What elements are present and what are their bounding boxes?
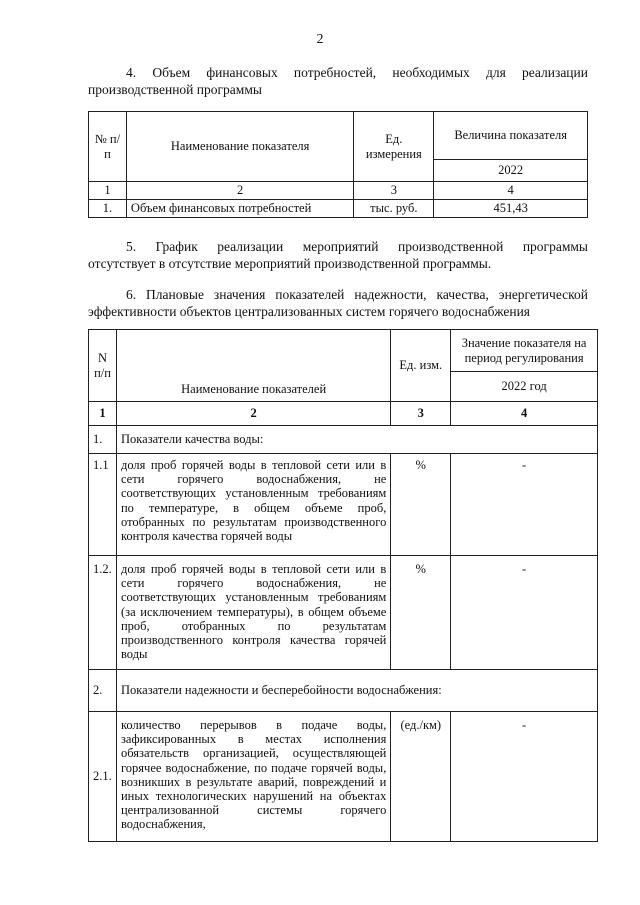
header-unit: Ед. измерения: [354, 112, 434, 182]
row-name: доля проб горячей воды в тепловой сети или в сети горячего водоснабжения, не соответствующих установленным требованиям (за исключением температуры), в общем объеме проб, отобранных по результатам производственного контроля качества горячей воды: [116, 556, 390, 670]
group-num: 2.: [89, 670, 117, 712]
row-value: -: [451, 712, 598, 842]
row-value: 451,43: [434, 200, 588, 218]
header-unit: Ед. изм.: [391, 330, 451, 402]
group-title: Показатели качества воды:: [116, 426, 597, 454]
header-year: 2022 год: [451, 372, 598, 402]
index-cell: 4: [434, 182, 588, 200]
index-cell: 1: [89, 402, 117, 426]
row-unit: тыс. руб.: [354, 200, 434, 218]
row-num: 1.: [89, 200, 127, 218]
header-value: Величина показателя: [434, 112, 588, 160]
header-name: Наименование показателей: [116, 330, 390, 402]
header-year: 2022: [434, 160, 588, 182]
page-number: 2: [316, 32, 324, 47]
index-cell: 4: [451, 402, 598, 426]
index-cell: 2: [116, 402, 390, 426]
row-name: доля проб горячей воды в тепловой сети или в сети горячего водоснабжения, не соответствующих установленным требованиям по температуре, в общем объеме проб, отобранных по результатам производственного контроля качества горячей воды: [116, 454, 390, 556]
group-title: Показатели надежности и бесперебойности водоснабжения:: [116, 670, 597, 712]
header-num: № п/п: [89, 112, 127, 182]
row-name: Объем финансовых потребностей: [126, 200, 353, 218]
section-4-heading: [88, 64, 588, 98]
section-6-line1: 6. Плановые значения показателей надежности, качества, энергетической: [126, 287, 588, 302]
row-num: 2.1.: [89, 712, 117, 842]
financial-needs-table: [88, 111, 588, 218]
row-unit: %: [391, 556, 451, 670]
header-num: N п/п: [89, 330, 117, 402]
row-num: 1.1: [89, 454, 117, 556]
section-5-line2: отсутствует в отсутствие мероприятий производственной программы.: [88, 256, 492, 271]
section-4-heading-line2: производственной программы: [88, 82, 262, 97]
index-cell: 1: [89, 182, 127, 200]
group-num: 1.: [89, 426, 117, 454]
row-name: количество перерывов в подаче воды, зафиксированных в местах исполнения обязательств организацией, осуществляющей горячее водоснабжение, по подаче горячей воды, возникших в результате аварий, повреждений и иных технологических нарушений на объектах централизованной системы горячего водоснабжения,: [116, 712, 390, 842]
row-num: 1.2.: [89, 556, 117, 670]
row-unit: %: [391, 454, 451, 556]
section-5-text: [88, 238, 588, 272]
indicators-table: [88, 329, 598, 842]
row-unit: (ед./км): [391, 712, 451, 842]
index-cell: 3: [391, 402, 451, 426]
section-6-heading: [88, 286, 588, 320]
row-value: -: [451, 454, 598, 556]
section-4-heading-line1: 4. Объем финансовых потребностей, необходимых для реализации: [126, 65, 588, 80]
index-cell: 3: [354, 182, 434, 200]
row-value: -: [451, 556, 598, 670]
header-name: Наименование показателя: [126, 112, 353, 182]
section-5-line1: 5. График реализации мероприятий производственной программы: [126, 239, 588, 254]
header-value: Значение показателя на период регулирования: [451, 330, 598, 372]
section-6-line2: эффективности объектов централизованных систем горячего водоснабжения: [88, 304, 530, 319]
index-cell: 2: [126, 182, 353, 200]
